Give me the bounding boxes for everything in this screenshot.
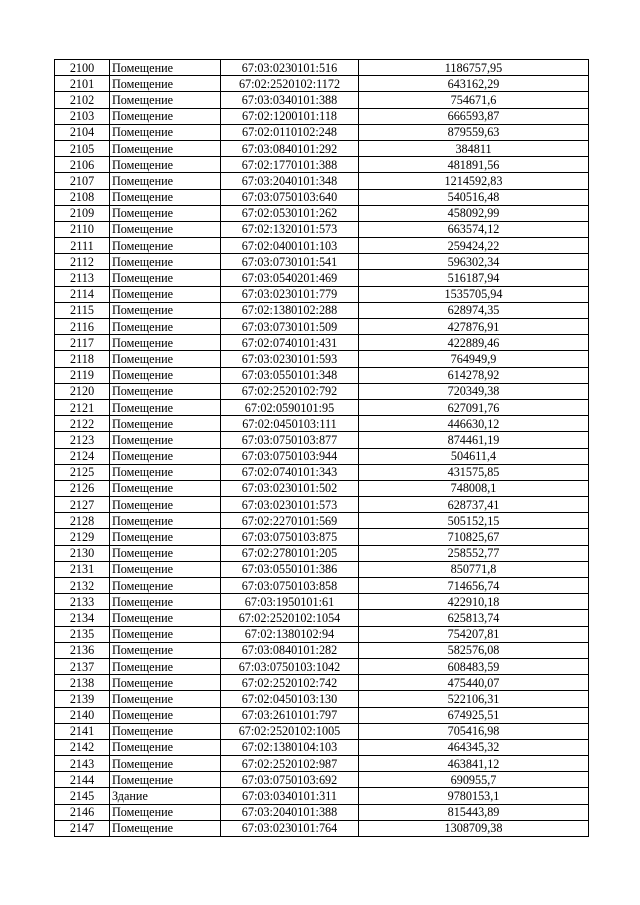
value-cell: 516187,94	[359, 270, 589, 286]
row-number-cell: 2139	[55, 691, 110, 707]
object-type-cell: Помещение	[110, 270, 221, 286]
object-type-cell: Помещение	[110, 319, 221, 335]
value-cell: 475440,07	[359, 675, 589, 691]
value-cell: 720349,38	[359, 383, 589, 399]
object-type-cell: Помещение	[110, 658, 221, 674]
value-cell: 666593,87	[359, 108, 589, 124]
value-cell: 431575,85	[359, 464, 589, 480]
value-cell: 1308709,38	[359, 820, 589, 836]
table-row	[55, 254, 589, 270]
value-cell: 710825,67	[359, 529, 589, 545]
row-number-cell: 2131	[55, 561, 110, 577]
value-cell: 628974,35	[359, 302, 589, 318]
object-type-cell: Помещение	[110, 140, 221, 156]
cadastral-number-cell: 67:03:0230101:573	[221, 497, 359, 513]
row-number-cell: 2146	[55, 804, 110, 820]
value-cell: 643162,29	[359, 76, 589, 92]
value-cell: 446630,12	[359, 416, 589, 432]
value-cell: 481891,56	[359, 157, 589, 173]
table-row	[55, 383, 589, 399]
object-type-cell: Помещение	[110, 707, 221, 723]
table-row	[55, 804, 589, 820]
value-cell: 690955,7	[359, 772, 589, 788]
row-number-cell: 2124	[55, 448, 110, 464]
row-number-cell: 2142	[55, 739, 110, 755]
table-row	[55, 739, 589, 755]
cadastral-number-cell: 67:03:0550101:348	[221, 367, 359, 383]
row-number-cell: 2119	[55, 367, 110, 383]
table-row	[55, 772, 589, 788]
object-type-cell: Помещение	[110, 286, 221, 302]
table-row	[55, 578, 589, 594]
table-row	[55, 610, 589, 626]
row-number-cell: 2113	[55, 270, 110, 286]
value-cell: 625813,74	[359, 610, 589, 626]
object-type-cell: Помещение	[110, 157, 221, 173]
object-type-cell: Помещение	[110, 205, 221, 221]
cadastral-number-cell: 67:03:0230101:764	[221, 820, 359, 836]
table-row	[55, 399, 589, 415]
value-cell: 879559,63	[359, 124, 589, 140]
row-number-cell: 2102	[55, 92, 110, 108]
value-cell: 663574,12	[359, 221, 589, 237]
cadastral-number-cell: 67:02:1380104:103	[221, 739, 359, 755]
row-number-cell: 2129	[55, 529, 110, 545]
object-type-cell: Помещение	[110, 189, 221, 205]
object-type-cell: Помещение	[110, 432, 221, 448]
table-row	[55, 76, 589, 92]
cadastral-number-cell: 67:03:0730101:509	[221, 319, 359, 335]
row-number-cell: 2109	[55, 205, 110, 221]
row-number-cell: 2117	[55, 335, 110, 351]
cadastral-number-cell: 67:02:0110102:248	[221, 124, 359, 140]
object-type-cell: Помещение	[110, 335, 221, 351]
object-type-cell: Помещение	[110, 578, 221, 594]
cadastral-number-cell: 67:02:2520102:792	[221, 383, 359, 399]
row-number-cell: 2103	[55, 108, 110, 124]
row-number-cell: 2125	[55, 464, 110, 480]
object-type-cell: Помещение	[110, 416, 221, 432]
cadastral-number-cell: 67:03:0750103:1042	[221, 658, 359, 674]
cadastral-number-cell: 67:03:0550101:386	[221, 561, 359, 577]
value-cell: 463841,12	[359, 756, 589, 772]
table-row	[55, 529, 589, 545]
row-number-cell: 2135	[55, 626, 110, 642]
value-cell: 627091,76	[359, 399, 589, 415]
cadastral-number-cell: 67:02:0450103:111	[221, 416, 359, 432]
value-cell: 1535705,94	[359, 286, 589, 302]
object-type-cell: Помещение	[110, 351, 221, 367]
object-type-cell: Помещение	[110, 545, 221, 561]
cadastral-number-cell: 67:03:0230101:779	[221, 286, 359, 302]
value-cell: 674925,51	[359, 707, 589, 723]
value-cell: 874461,19	[359, 432, 589, 448]
value-cell: 464345,32	[359, 739, 589, 755]
object-type-cell: Помещение	[110, 594, 221, 610]
cadastral-number-cell: 67:03:0840101:292	[221, 140, 359, 156]
object-type-cell: Помещение	[110, 675, 221, 691]
row-number-cell: 2121	[55, 399, 110, 415]
object-type-cell: Помещение	[110, 464, 221, 480]
table-row	[55, 561, 589, 577]
table-row	[55, 658, 589, 674]
cadastral-number-cell: 67:02:0590101:95	[221, 399, 359, 415]
row-number-cell: 2130	[55, 545, 110, 561]
object-type-cell: Помещение	[110, 610, 221, 626]
object-type-cell: Помещение	[110, 60, 221, 76]
object-type-cell: Помещение	[110, 691, 221, 707]
cadastral-number-cell: 67:02:0400101:103	[221, 238, 359, 254]
table-row	[55, 723, 589, 739]
row-number-cell: 2128	[55, 513, 110, 529]
row-number-cell: 2132	[55, 578, 110, 594]
object-type-cell: Помещение	[110, 124, 221, 140]
object-type-cell: Помещение	[110, 529, 221, 545]
table-row	[55, 173, 589, 189]
table-row	[55, 756, 589, 772]
object-type-cell: Помещение	[110, 561, 221, 577]
table-row	[55, 432, 589, 448]
table-body	[55, 60, 589, 837]
table-row	[55, 367, 589, 383]
object-type-cell: Помещение	[110, 221, 221, 237]
value-cell: 258552,77	[359, 545, 589, 561]
object-type-cell: Помещение	[110, 642, 221, 658]
object-type-cell: Помещение	[110, 92, 221, 108]
value-cell: 540516,48	[359, 189, 589, 205]
table-row	[55, 270, 589, 286]
object-type-cell: Здание	[110, 788, 221, 804]
cadastral-number-cell: 67:03:0750103:640	[221, 189, 359, 205]
cadastral-number-cell: 67:02:1320101:573	[221, 221, 359, 237]
table-row	[55, 205, 589, 221]
object-type-cell: Помещение	[110, 238, 221, 254]
cadastral-number-cell: 67:03:0750103:692	[221, 772, 359, 788]
row-number-cell: 2141	[55, 723, 110, 739]
value-cell: 9780153,1	[359, 788, 589, 804]
value-cell: 384811	[359, 140, 589, 156]
value-cell: 608483,59	[359, 658, 589, 674]
cadastral-number-cell: 67:02:1770101:388	[221, 157, 359, 173]
object-type-cell: Помещение	[110, 739, 221, 755]
value-cell: 815443,89	[359, 804, 589, 820]
cadastral-number-cell: 67:02:1200101:118	[221, 108, 359, 124]
object-type-cell: Помещение	[110, 399, 221, 415]
table-row	[55, 189, 589, 205]
cadastral-number-cell: 67:02:0450103:130	[221, 691, 359, 707]
table-row	[55, 302, 589, 318]
table-row	[55, 416, 589, 432]
cadastral-number-cell: 67:03:0730101:541	[221, 254, 359, 270]
object-type-cell: Помещение	[110, 497, 221, 513]
row-number-cell: 2105	[55, 140, 110, 156]
cadastral-number-cell: 67:02:2520102:987	[221, 756, 359, 772]
row-number-cell: 2106	[55, 157, 110, 173]
table-row	[55, 545, 589, 561]
value-cell: 582576,08	[359, 642, 589, 658]
table-row	[55, 448, 589, 464]
table-row	[55, 464, 589, 480]
table-row	[55, 594, 589, 610]
table-row	[55, 497, 589, 513]
value-cell: 427876,91	[359, 319, 589, 335]
table-row	[55, 92, 589, 108]
table-row	[55, 707, 589, 723]
cadastral-number-cell: 67:02:1380102:288	[221, 302, 359, 318]
value-cell: 705416,98	[359, 723, 589, 739]
row-number-cell: 2137	[55, 658, 110, 674]
row-number-cell: 2133	[55, 594, 110, 610]
cadastral-number-cell: 67:02:2520102:1172	[221, 76, 359, 92]
cadastral-number-cell: 67:03:2040101:348	[221, 173, 359, 189]
table-row	[55, 691, 589, 707]
cadastral-number-cell: 67:03:2040101:388	[221, 804, 359, 820]
row-number-cell: 2134	[55, 610, 110, 626]
value-cell: 458092,99	[359, 205, 589, 221]
cadastral-number-cell: 67:02:2780101:205	[221, 545, 359, 561]
value-cell: 505152,15	[359, 513, 589, 529]
value-cell: 1186757,95	[359, 60, 589, 76]
cadastral-number-cell: 67:03:0750103:877	[221, 432, 359, 448]
object-type-cell: Помещение	[110, 513, 221, 529]
object-type-cell: Помещение	[110, 448, 221, 464]
object-type-cell: Помещение	[110, 756, 221, 772]
cadastral-number-cell: 67:03:0750103:944	[221, 448, 359, 464]
table-row	[55, 788, 589, 804]
cadastral-number-cell: 67:02:0740101:343	[221, 464, 359, 480]
row-number-cell: 2123	[55, 432, 110, 448]
cadastral-number-cell: 67:02:2520102:1054	[221, 610, 359, 626]
row-number-cell: 2126	[55, 480, 110, 496]
object-type-cell: Помещение	[110, 626, 221, 642]
row-number-cell: 2147	[55, 820, 110, 836]
row-number-cell: 2115	[55, 302, 110, 318]
cadastral-number-cell: 67:03:0840101:282	[221, 642, 359, 658]
cadastral-number-cell: 67:03:0230101:516	[221, 60, 359, 76]
row-number-cell: 2136	[55, 642, 110, 658]
row-number-cell: 2144	[55, 772, 110, 788]
row-number-cell: 2120	[55, 383, 110, 399]
cadastral-number-cell: 67:02:1380102:94	[221, 626, 359, 642]
value-cell: 1214592,83	[359, 173, 589, 189]
row-number-cell: 2111	[55, 238, 110, 254]
row-number-cell: 2112	[55, 254, 110, 270]
table-row	[55, 108, 589, 124]
row-number-cell: 2107	[55, 173, 110, 189]
table-row	[55, 60, 589, 76]
value-cell: 259424,22	[359, 238, 589, 254]
value-cell: 422889,46	[359, 335, 589, 351]
cadastral-number-cell: 67:03:2610101:797	[221, 707, 359, 723]
row-number-cell: 2110	[55, 221, 110, 237]
object-type-cell: Помещение	[110, 804, 221, 820]
value-cell: 614278,92	[359, 367, 589, 383]
cadastral-number-cell: 67:03:0540201:469	[221, 270, 359, 286]
row-number-cell: 2101	[55, 76, 110, 92]
row-number-cell: 2114	[55, 286, 110, 302]
row-number-cell: 2138	[55, 675, 110, 691]
row-number-cell: 2127	[55, 497, 110, 513]
row-number-cell: 2100	[55, 60, 110, 76]
table-row	[55, 480, 589, 496]
table-row	[55, 626, 589, 642]
cadastral-number-cell: 67:02:2520102:1005	[221, 723, 359, 739]
object-type-cell: Помещение	[110, 820, 221, 836]
object-type-cell: Помещение	[110, 108, 221, 124]
value-cell: 754207,81	[359, 626, 589, 642]
table-row	[55, 221, 589, 237]
table-row	[55, 675, 589, 691]
cadastral-number-cell: 67:02:2270101:569	[221, 513, 359, 529]
value-cell: 714656,74	[359, 578, 589, 594]
value-cell: 764949,9	[359, 351, 589, 367]
object-type-cell: Помещение	[110, 254, 221, 270]
object-type-cell: Помещение	[110, 76, 221, 92]
value-cell: 628737,41	[359, 497, 589, 513]
value-cell: 596302,34	[359, 254, 589, 270]
cadastral-number-cell: 67:03:0340101:388	[221, 92, 359, 108]
table-row	[55, 286, 589, 302]
table-row	[55, 124, 589, 140]
table-row	[55, 238, 589, 254]
value-cell: 504611,4	[359, 448, 589, 464]
object-type-cell: Помещение	[110, 723, 221, 739]
object-type-cell: Помещение	[110, 772, 221, 788]
value-cell: 748008,1	[359, 480, 589, 496]
row-number-cell: 2104	[55, 124, 110, 140]
value-cell: 522106,31	[359, 691, 589, 707]
table-row	[55, 513, 589, 529]
table-row	[55, 820, 589, 836]
cadastral-number-cell: 67:02:0530101:262	[221, 205, 359, 221]
object-type-cell: Помещение	[110, 383, 221, 399]
table-row	[55, 642, 589, 658]
row-number-cell: 2116	[55, 319, 110, 335]
row-number-cell: 2118	[55, 351, 110, 367]
row-number-cell: 2145	[55, 788, 110, 804]
row-number-cell: 2108	[55, 189, 110, 205]
table-row	[55, 319, 589, 335]
value-cell: 422910,18	[359, 594, 589, 610]
table-row	[55, 351, 589, 367]
property-table	[54, 59, 589, 837]
table-row	[55, 140, 589, 156]
object-type-cell: Помещение	[110, 480, 221, 496]
cadastral-number-cell: 67:02:0740101:431	[221, 335, 359, 351]
table-row	[55, 335, 589, 351]
cadastral-number-cell: 67:02:2520102:742	[221, 675, 359, 691]
value-cell: 754671,6	[359, 92, 589, 108]
row-number-cell: 2122	[55, 416, 110, 432]
cadastral-number-cell: 67:03:0230101:593	[221, 351, 359, 367]
object-type-cell: Помещение	[110, 367, 221, 383]
object-type-cell: Помещение	[110, 302, 221, 318]
cadastral-number-cell: 67:03:0340101:311	[221, 788, 359, 804]
row-number-cell: 2140	[55, 707, 110, 723]
cadastral-number-cell: 67:03:1950101:61	[221, 594, 359, 610]
value-cell: 850771,8	[359, 561, 589, 577]
cadastral-number-cell: 67:03:0750103:875	[221, 529, 359, 545]
table-row	[55, 157, 589, 173]
cadastral-number-cell: 67:03:0230101:502	[221, 480, 359, 496]
cadastral-number-cell: 67:03:0750103:858	[221, 578, 359, 594]
object-type-cell: Помещение	[110, 173, 221, 189]
row-number-cell: 2143	[55, 756, 110, 772]
